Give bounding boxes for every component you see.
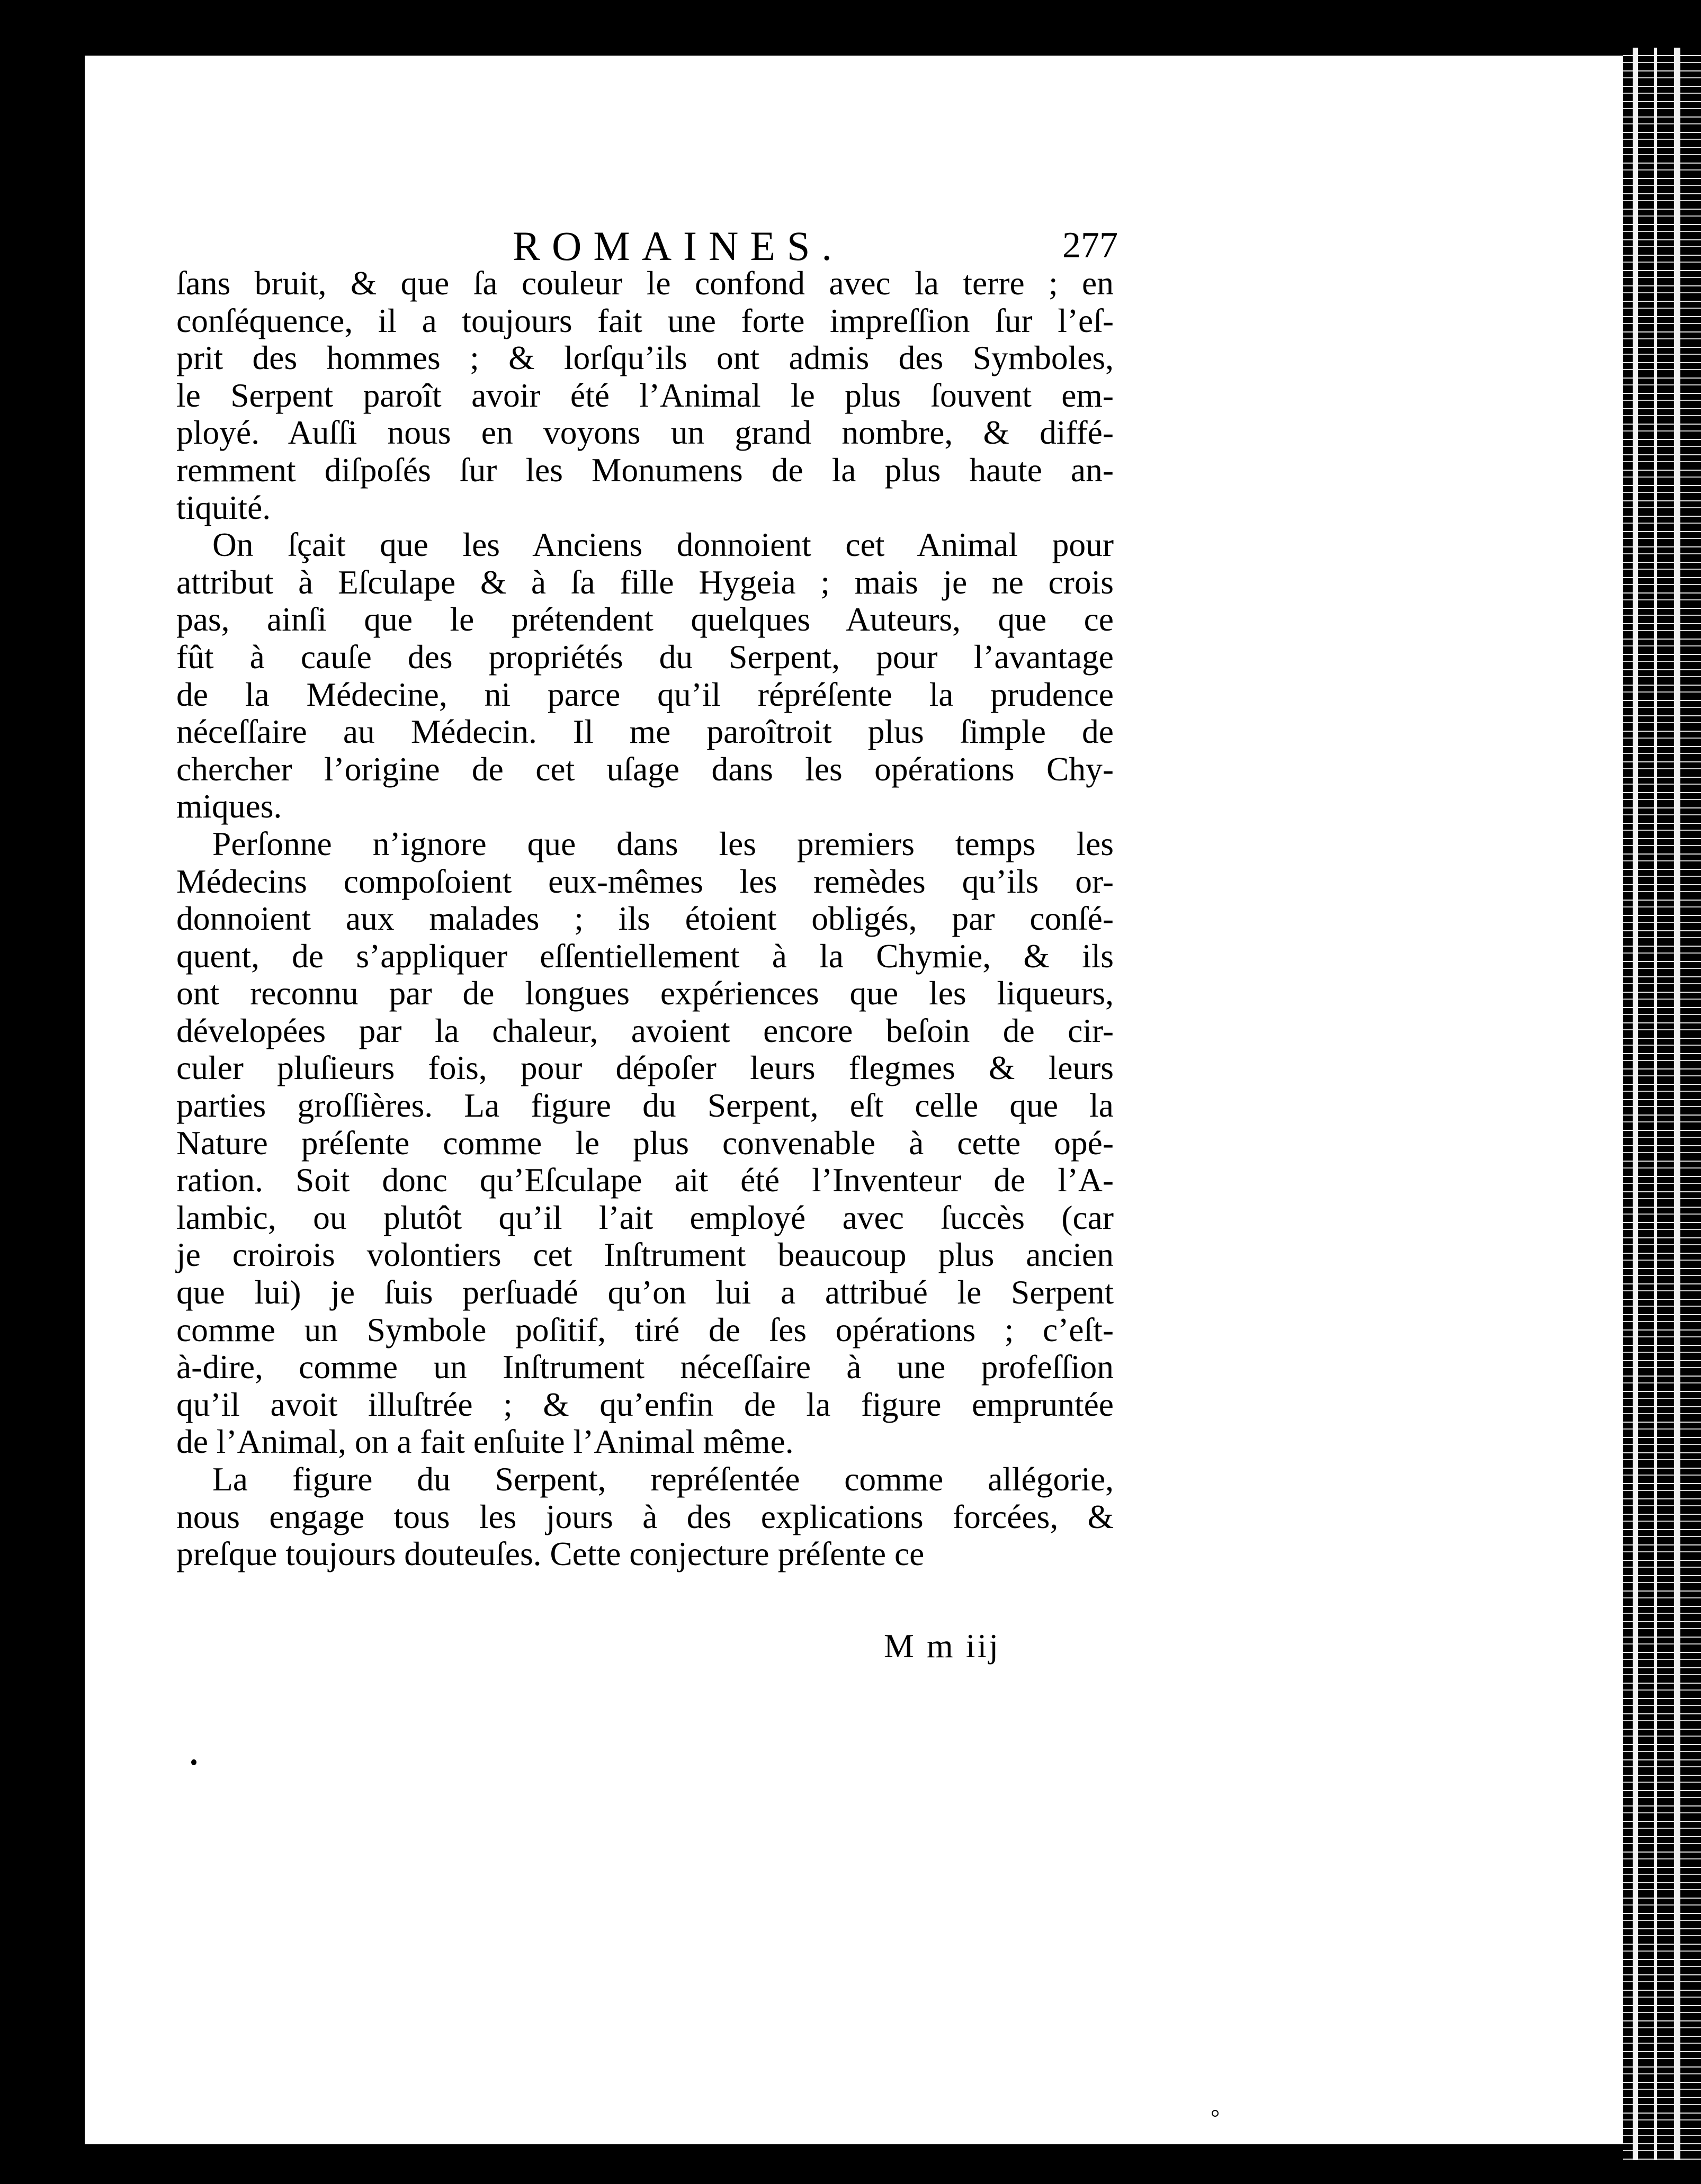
text-line: ſans bruit, & que ſa couleur le confond avec la terre ; en bbox=[176, 264, 1114, 302]
text-line: comme un Symbole poſitif, tiré de ſes opérations ; c’eſt- bbox=[176, 1310, 1114, 1349]
text-line: Médecins compoſoient eux-mêmes les remèdes qu’ils or- bbox=[176, 862, 1114, 900]
text-line: attribut à Eſculape & à ſa fille Hygeia ; mais je ne crois bbox=[176, 563, 1114, 601]
text-line: de l’Animal, on a fait enſuite l’Animal même. bbox=[176, 1423, 794, 1461]
running-title: ROMAINES. bbox=[513, 223, 844, 269]
text-line: prit des hommes ; & lorſqu’ils ont admis des Symboles, bbox=[176, 339, 1114, 377]
text-line: Nature préſente comme le plus convenable à cette opé- bbox=[176, 1124, 1114, 1162]
text-line: Perſonne n’ignore que dans les premiers temps les bbox=[212, 824, 1114, 862]
ink-speck bbox=[1212, 2110, 1219, 2117]
text-line: lambic, ou plutôt qu’il l’ait employé avec ſuccès (car bbox=[176, 1198, 1114, 1236]
text-line: donnoient aux malades ; ils étoient obligés, par conſé- bbox=[176, 900, 1114, 938]
text-line: néceſſaire au Médecin. Il me paroîtroit plus ſimple de bbox=[176, 713, 1114, 751]
text-line: que lui) je ſuis perſuadé qu’on lui a attribué le Serpent bbox=[176, 1273, 1114, 1311]
signature-mark: M m iij bbox=[884, 1627, 1001, 1665]
text-line: qu’il avoit illuſtrée ; & qu’enfin de la figure empruntée bbox=[176, 1385, 1114, 1423]
text-line: pas, ainſi que le prétendent quelques Auteurs, que ce bbox=[176, 600, 1114, 639]
paragraph bbox=[176, 825, 1114, 1461]
text-line: dévelopées par la chaleur, avoient encore beſoin de cir- bbox=[176, 1011, 1114, 1049]
text-line: culer pluſieurs fois, pour dépoſer leurs flegmes & leurs bbox=[176, 1049, 1114, 1087]
text-line: preſque toujours douteuſes. Cette conjecture préſente ce bbox=[176, 1535, 925, 1573]
edge-strip bbox=[1633, 48, 1638, 2160]
text-line: miques. bbox=[176, 787, 282, 825]
text-line: fût à cauſe des propriétés du Serpent, pour l’avantage bbox=[176, 637, 1114, 676]
body-text bbox=[176, 265, 1114, 1573]
page-number: 277 bbox=[1062, 225, 1118, 266]
text-line: quent, de s’appliquer eſſentiellement à la Chymie, & ils bbox=[176, 937, 1114, 975]
text-line: le Serpent paroît avoir été l’Animal le plus ſouvent em- bbox=[176, 376, 1114, 414]
text-line: remment diſpoſés ſur les Monumens de la plus haute an- bbox=[176, 451, 1114, 489]
text-line: chercher l’origine de cet uſage dans les opérations Chy- bbox=[176, 750, 1114, 788]
text-line: On ſçait que les Anciens donnoient cet Animal pour bbox=[212, 526, 1114, 564]
paragraph bbox=[176, 265, 1114, 526]
edge-strip bbox=[1674, 48, 1680, 2160]
text-line: je croirois volontiers cet Inſtrument beaucoup plus ancien bbox=[176, 1236, 1114, 1274]
edge-strip bbox=[1654, 48, 1657, 2160]
text-line: parties groſſières. La figure du Serpent, eſt celle que la bbox=[176, 1086, 1114, 1125]
text-line: nous engage tous les jours à des explications forcées, & bbox=[176, 1497, 1114, 1535]
text-line: à-dire, comme un Inſtrument néceſſaire à une profeſſion bbox=[176, 1348, 1114, 1386]
paragraph bbox=[176, 1461, 1114, 1573]
paragraph bbox=[176, 526, 1114, 825]
text-line: ont reconnu par de longues expériences que les liqueurs, bbox=[176, 974, 1114, 1012]
page-edge bbox=[1623, 48, 1701, 2160]
text-line: de la Médecine, ni parce qu’il répréſente la prudence bbox=[176, 675, 1114, 713]
text-line: ration. Soit donc qu’Eſculape ait été l’Inventeur de l’A- bbox=[176, 1161, 1114, 1199]
text-line: conſéquence, il a toujours fait une forte impreſſion ſur l’eſ- bbox=[176, 301, 1114, 339]
ink-speck bbox=[191, 1759, 196, 1765]
text-line: tiquité. bbox=[176, 488, 271, 526]
text-line: La figure du Serpent, repréſentée comme allégorie, bbox=[212, 1460, 1114, 1498]
text-line: ployé. Auſſi nous en voyons un grand nombre, & diffé- bbox=[176, 414, 1114, 452]
